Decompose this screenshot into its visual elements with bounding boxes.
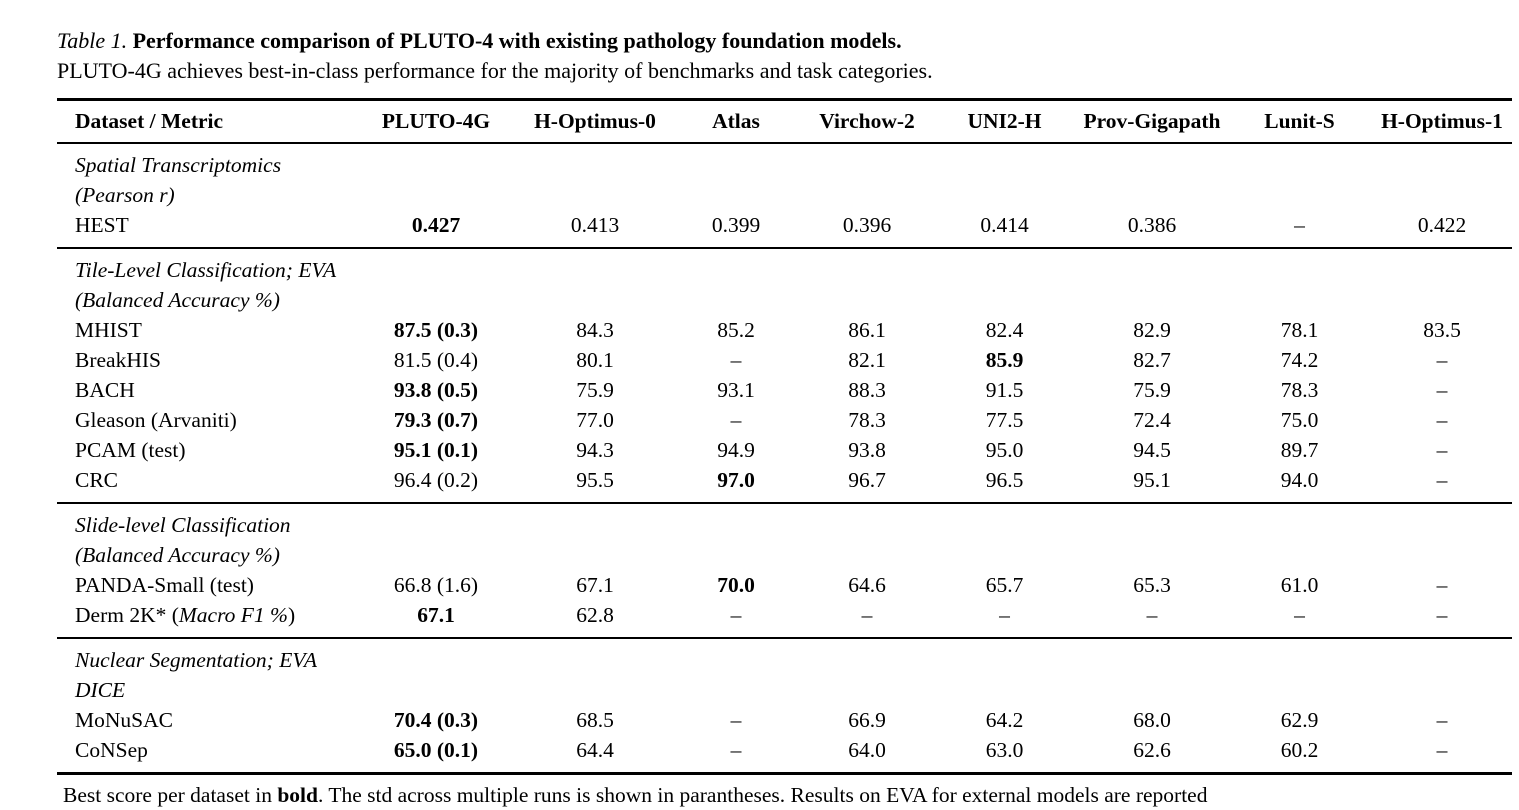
cell-value: – [730, 408, 742, 432]
cell-value: 62.6 [1133, 738, 1171, 762]
cell-value: 0.422 [1417, 213, 1467, 237]
row-label [57, 435, 352, 465]
cell-value: 78.1 [1280, 318, 1319, 342]
row-label [57, 570, 352, 600]
caption-title: Performance comparison of PLUTO-4 with existing pathology foundation models. [132, 28, 902, 53]
section-header-text: Tile-Level Classification; EVA [75, 258, 337, 282]
column-header-model: Lunit-S [1264, 109, 1335, 133]
cell-value: 88.3 [848, 378, 886, 402]
cell-value: – [730, 708, 742, 732]
section-header-row [57, 180, 1512, 210]
row-label [57, 600, 352, 638]
cell-value: 62.9 [1280, 708, 1319, 732]
cell-value: 0.413 [570, 213, 620, 237]
table-row [57, 375, 1512, 405]
cell-value: 62.8 [576, 603, 614, 627]
row-label-segment: BreakHIS [75, 348, 161, 372]
cell-value: 94.9 [717, 438, 755, 462]
table-section [57, 248, 1512, 503]
column-header-model: Prov-Gigapath [1083, 109, 1221, 133]
cell-value: 94.0 [1280, 468, 1319, 492]
table-row [57, 315, 1512, 345]
row-label-segment: Derm 2K* ( [75, 603, 179, 627]
cell-value: 61.0 [1280, 573, 1319, 597]
cell-value: 64.0 [848, 738, 886, 762]
section-header-text: Spatial Transcriptomics [75, 153, 282, 177]
section-header-text: (Balanced Accuracy %) [75, 288, 280, 312]
footnote-text-suffix: . The std across multiple runs is shown in parantheses. Results on EVA for external models are reported [317, 783, 1208, 807]
cell-value: 65.0 (0.1) [393, 738, 479, 762]
cell-value: 94.5 [1133, 438, 1171, 462]
cell-value: 72.4 [1133, 408, 1171, 432]
cell-value: 64.4 [576, 738, 614, 762]
cell-value: 93.8 [848, 438, 886, 462]
section-header-text: Slide-level Classification [75, 513, 291, 537]
footnote-text-prefix: Best score per dataset in [63, 783, 278, 807]
cell-value: – [1436, 708, 1448, 732]
cell-value: 0.396 [842, 213, 892, 237]
row-label [57, 405, 352, 435]
table-row [57, 570, 1512, 600]
cell-value: 67.1 [417, 603, 455, 627]
cell-value: – [1294, 603, 1305, 627]
cell-value: 70.4 (0.3) [393, 708, 479, 732]
table-row [57, 465, 1512, 503]
column-header-model: H-Optimus-1 [1381, 109, 1503, 133]
column-header-model: UNI2-H [967, 109, 1042, 133]
table-caption [57, 26, 1512, 56]
row-label-segment: Macro F1 % [178, 603, 288, 627]
cell-value: 95.5 [576, 468, 614, 492]
cell-value: – [1294, 213, 1305, 237]
cell-value: 60.2 [1280, 738, 1319, 762]
row-label [57, 210, 352, 248]
cell-value: 74.2 [1280, 348, 1319, 372]
cell-value: 0.386 [1127, 213, 1177, 237]
column-header-model: Virchow-2 [819, 109, 915, 133]
cell-value: – [1436, 378, 1448, 402]
row-label [57, 465, 352, 503]
table-row [57, 600, 1512, 638]
table-section [57, 503, 1512, 638]
table-row [57, 435, 1512, 465]
row-label-segment: MoNuSAC [75, 708, 173, 732]
cell-value: 66.8 (1.6) [393, 573, 479, 597]
cell-value: 79.3 (0.7) [393, 408, 479, 432]
section-header-row [57, 675, 1512, 705]
caption-label: Table 1. [57, 28, 128, 53]
cell-value: 0.427 [411, 213, 461, 237]
section-header-text: (Pearson r) [75, 183, 175, 207]
section-header-text: DICE [75, 678, 126, 702]
row-label [57, 705, 352, 735]
row-label [57, 735, 352, 774]
cell-value: 95.0 [985, 438, 1024, 462]
cell-value: 97.0 [717, 468, 755, 492]
cell-value: 78.3 [848, 408, 886, 432]
cell-value: 95.1 [1133, 468, 1171, 492]
row-label-segment: PANDA-Small (test) [75, 573, 254, 597]
cell-value: 93.1 [717, 378, 755, 402]
row-label-segment: PCAM (test) [75, 438, 186, 462]
row-label [57, 375, 352, 405]
cell-value: 87.5 (0.3) [393, 318, 479, 342]
cell-value: – [1436, 348, 1448, 372]
cell-value: 75.9 [576, 378, 614, 402]
row-label-segment: Gleason (Arvaniti) [75, 408, 237, 432]
cell-value: – [1436, 468, 1448, 492]
row-label-segment: ) [287, 603, 296, 627]
cell-value: 77.5 [985, 408, 1024, 432]
column-header-dataset-metric: Dataset / Metric [75, 109, 224, 133]
cell-value: 80.1 [576, 348, 614, 372]
cell-value: 0.414 [980, 213, 1029, 237]
row-label [57, 315, 352, 345]
cell-value: 85.9 [985, 348, 1024, 372]
cell-value: 64.6 [848, 573, 886, 597]
cell-value: 95.1 (0.1) [393, 438, 479, 462]
cell-value: – [730, 603, 742, 627]
cell-value: 67.1 [576, 573, 614, 597]
section-header-row [57, 285, 1512, 315]
cell-value: 93.8 (0.5) [393, 378, 479, 402]
cell-value: – [1436, 738, 1448, 762]
cell-value: 81.5 (0.4) [393, 348, 479, 372]
cell-value: 82.4 [985, 318, 1024, 342]
table-row [57, 345, 1512, 375]
table-row [57, 705, 1512, 735]
cell-value: 96.7 [848, 468, 886, 492]
row-label [57, 345, 352, 375]
cell-value: 82.7 [1133, 348, 1171, 372]
caption-subtitle: PLUTO-4G achieves best-in-class performance for the majority of benchmarks and task categories. [57, 58, 933, 83]
cell-value: 65.7 [985, 573, 1024, 597]
section-header-row [57, 248, 1512, 285]
cell-value: 89.7 [1280, 438, 1319, 462]
cell-value: 84.3 [576, 318, 614, 342]
cell-value: 94.3 [576, 438, 614, 462]
cell-value: 64.2 [985, 708, 1024, 732]
cell-value: 91.5 [985, 378, 1024, 402]
column-header-model: H-Optimus-0 [534, 109, 656, 133]
footnote-bold-word: bold [277, 783, 318, 807]
cell-value: – [1436, 573, 1448, 597]
column-header-model: PLUTO-4G [381, 109, 491, 133]
cell-value: 96.5 [985, 468, 1024, 492]
table-section [57, 638, 1512, 774]
cell-value: 78.3 [1280, 378, 1319, 402]
section-header-text: Nuclear Segmentation; EVA [75, 648, 318, 672]
section-header-row [57, 503, 1512, 540]
cell-value: 0.399 [711, 213, 761, 237]
cell-value: – [730, 348, 742, 372]
row-label-segment: MHIST [75, 318, 142, 342]
cell-value: 85.2 [717, 318, 755, 342]
cell-value: – [1436, 438, 1448, 462]
cell-value: – [861, 603, 873, 627]
section-header-row [57, 638, 1512, 675]
cell-value: 70.0 [717, 573, 755, 597]
cell-value: 75.0 [1280, 408, 1319, 432]
cell-value: – [1146, 603, 1158, 627]
row-label-segment: BACH [75, 378, 135, 402]
column-header-model: Atlas [712, 109, 760, 133]
cell-value: – [999, 603, 1010, 627]
row-label-segment: CRC [75, 468, 119, 492]
cell-value: 66.9 [848, 708, 886, 732]
results-table [57, 98, 1512, 775]
section-header-row [57, 540, 1512, 570]
cell-value: 65.3 [1133, 573, 1171, 597]
cell-value: 96.4 (0.2) [393, 468, 479, 492]
section-header-text: (Balanced Accuracy %) [75, 543, 280, 567]
table-header [57, 100, 1512, 144]
cell-value: 77.0 [576, 408, 614, 432]
cell-value: 83.5 [1423, 318, 1461, 342]
cell-value: – [730, 738, 742, 762]
table-row [57, 405, 1512, 435]
table-section [57, 143, 1512, 248]
cell-value: – [1436, 408, 1448, 432]
cell-value: – [1436, 603, 1448, 627]
table-row [57, 735, 1512, 774]
cell-value: 68.0 [1133, 708, 1171, 732]
cell-value: 63.0 [985, 738, 1024, 762]
cell-value: 68.5 [576, 708, 614, 732]
row-label-segment: HEST [75, 213, 129, 237]
row-label-segment: CoNSep [75, 738, 148, 762]
cell-value: 82.1 [848, 348, 886, 372]
cell-value: 75.9 [1133, 378, 1171, 402]
table-header-row [57, 100, 1512, 144]
cell-value: 82.9 [1133, 318, 1171, 342]
section-header-row [57, 143, 1512, 180]
table-footnote [57, 780, 1511, 810]
table-row [57, 210, 1512, 248]
cell-value: 86.1 [848, 318, 886, 342]
